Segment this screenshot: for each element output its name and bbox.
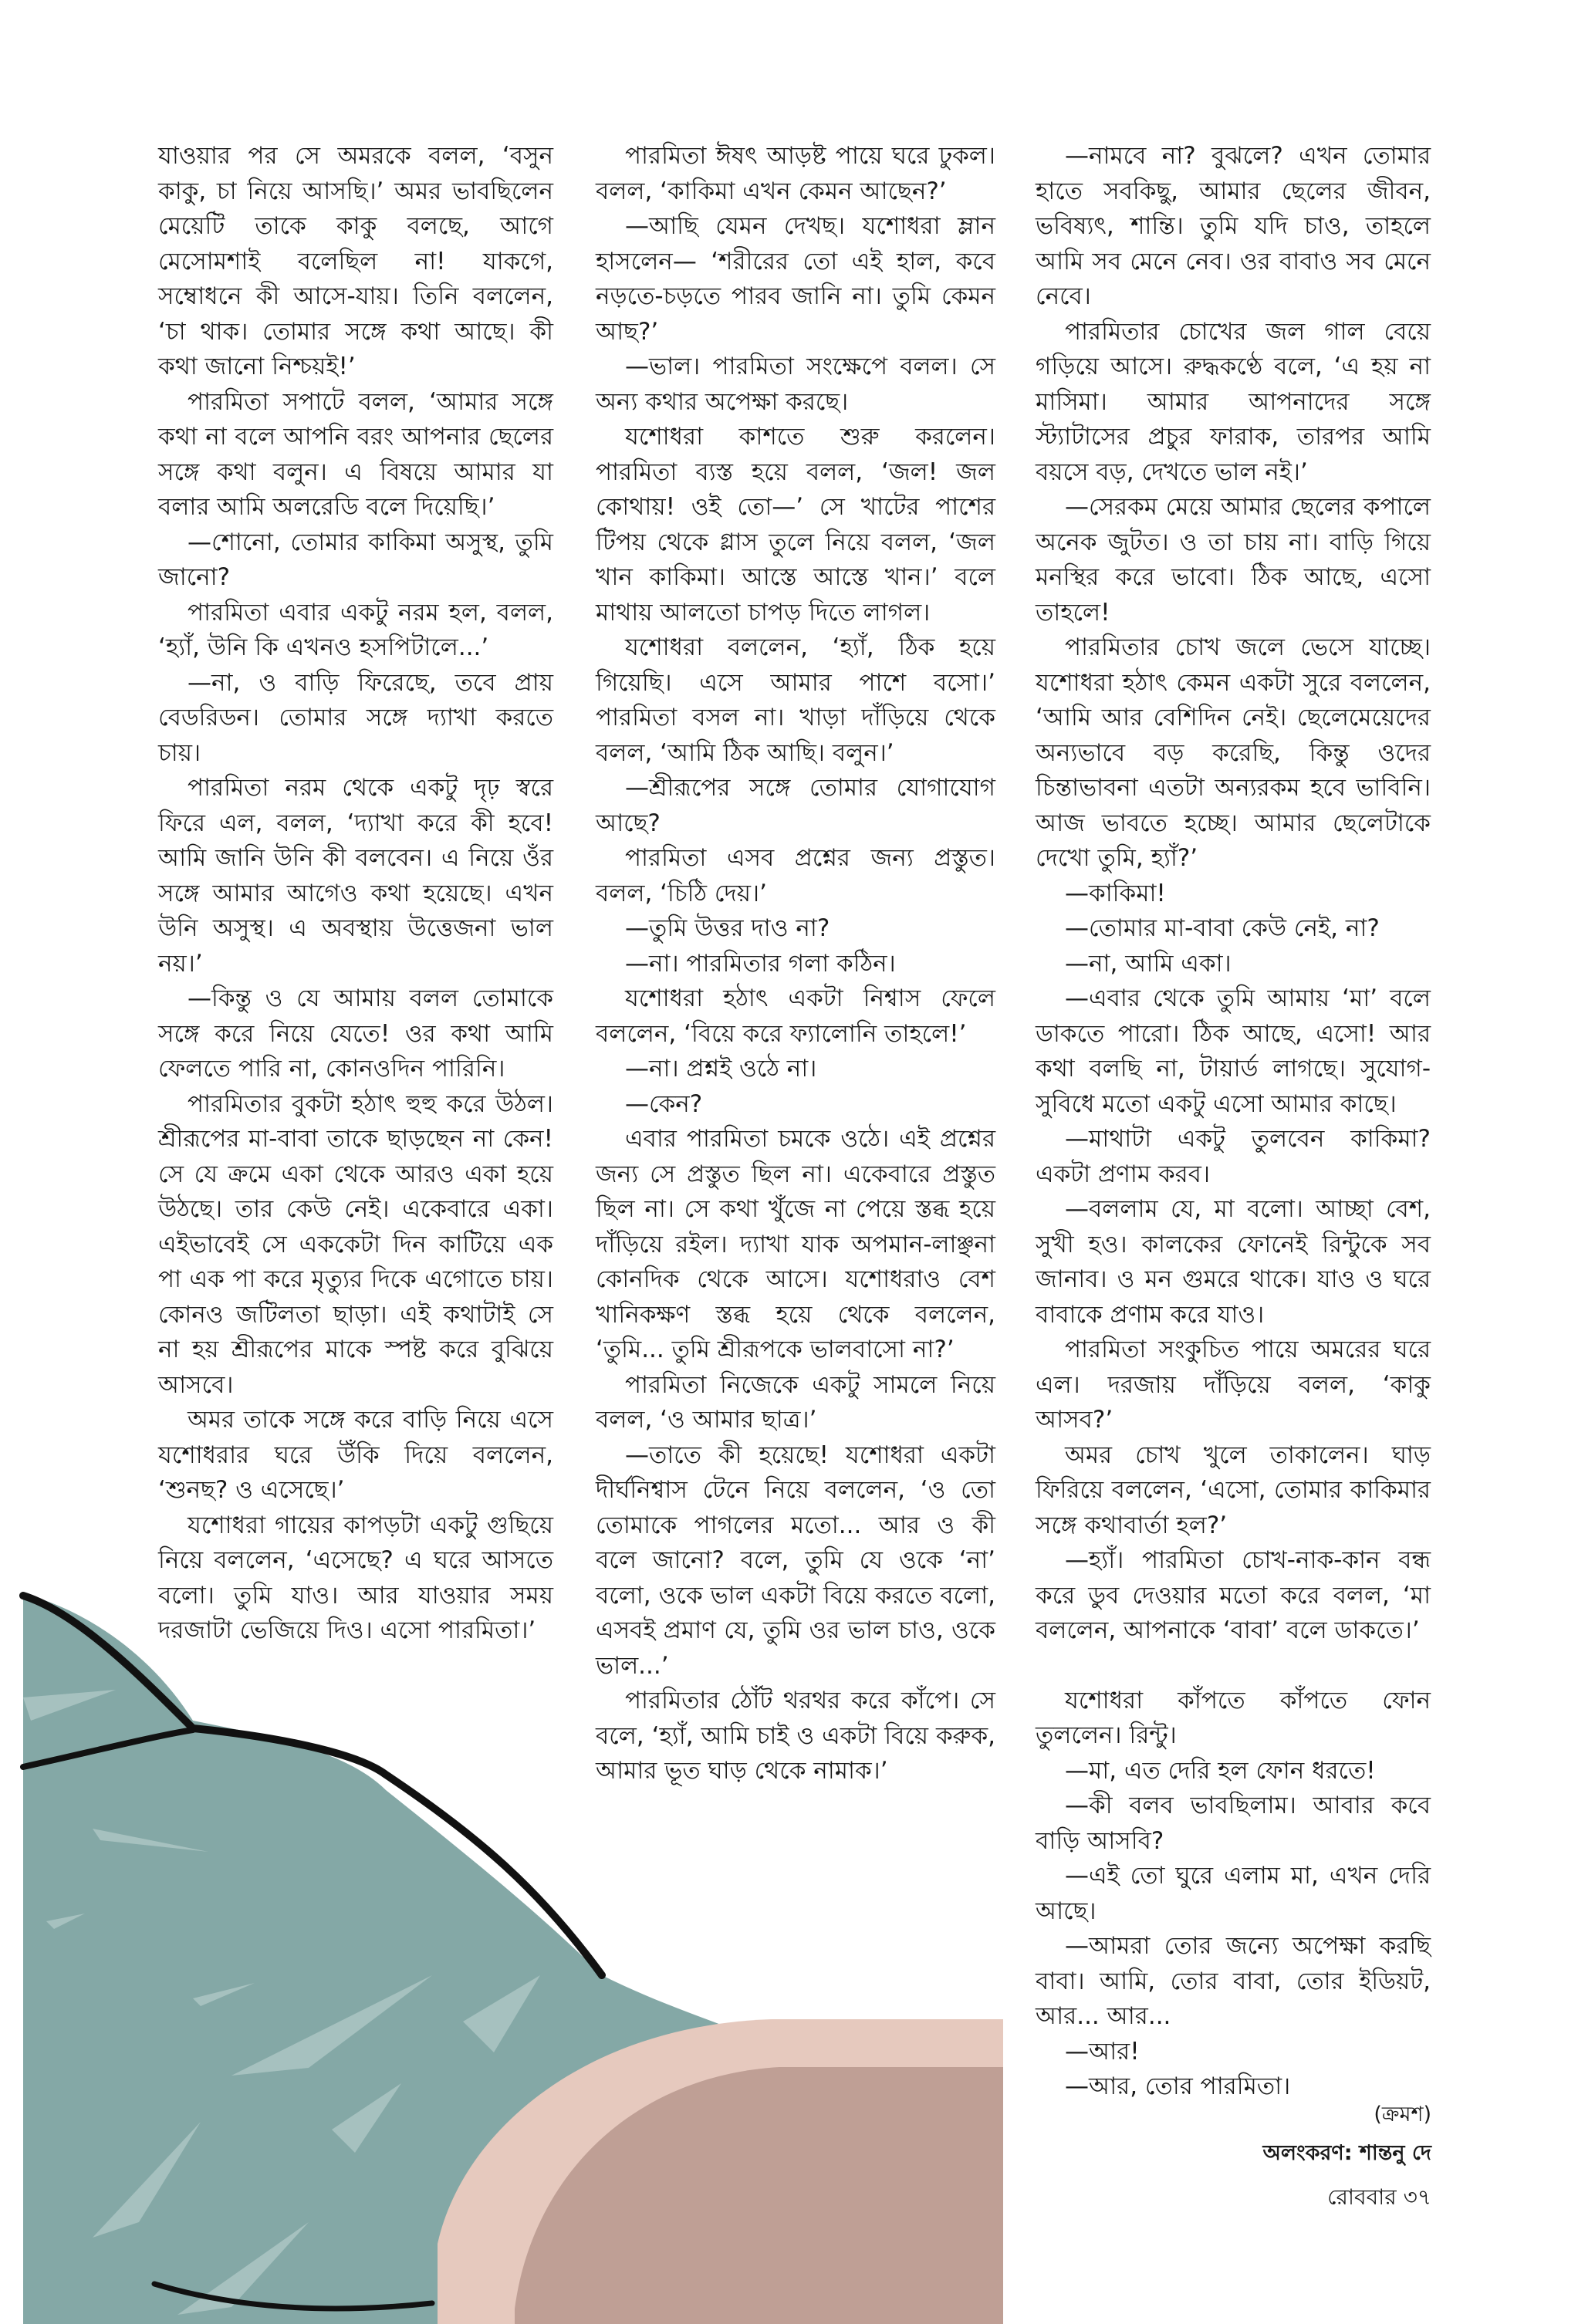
paragraph: পারমিতা এবার একটু নরম হল, বলল, ‘হ্যাঁ, উনি কি এখনও হসপিটালে...’	[158, 598, 553, 661]
paragraph: —সেরকম মেয়ে আমার ছেলের কপালে অনেক জুটত। ও তা চায় না। বাড়ি গিয়ে মনস্থির করে ভাবো। ঠিক আছে, এসো তাহলে!	[1036, 493, 1431, 627]
paragraph: যশোধরা হঠাৎ একটা নিশ্বাস ফেলে বললেন, ‘বিয়ে করে ফ্যালোনি তাহলে!’	[596, 985, 995, 1048]
paragraph: —আছি যেমন দেখছ। যশোধরা ম্লান হাসলেন— ‘শরীরের তো এই হাল, কবে নড়তে-চড়তে পারব জানি না। তুমি কেমন আছ?’	[596, 212, 995, 346]
paragraph: যশোধরা বললেন, ‘হ্যাঁ, ঠিক হয়ে গিয়েছি। এসে আমার পাশে বসো।’ পারমিতা বসল না। খাড়া দাঁড়িয়ে থেকে বলল, ‘আমি ঠিক আছি। বলুন।’	[596, 633, 995, 767]
paragraph: অমর চোখ খুলে তাকালেন। ঘাড় ফিরিয়ে বললেন, ‘এসো, তোমার কাকিমার সঙ্গে কথাবার্তা হল?’	[1036, 1441, 1431, 1539]
paragraph: পারমিতা এসব প্রশ্নের জন্য প্রস্তুত। বলল, ‘চিঠি দেয়।’	[596, 844, 995, 907]
paragraph: —নামবে না? বুঝলে? এখন তোমার হাতে সবকিছু, আমার ছেলের জীবন, ভবিষ্যৎ, শান্তি। তুমি যদি চাও, তাহলে আমি সব মেনে নেব। ওর বাবাও সব মেনে নেবে।	[1036, 142, 1431, 310]
paragraph: —কেন?	[625, 1089, 703, 1118]
paragraph: —এবার থেকে তুমি আমায় ‘মা’ বলে ডাকতে পারো। ঠিক আছে, এসো! আর কথা বলছি না, টায়ার্ড লাগছে। সুযোগ-সুবিধে মতো একটু এসো আমার কাছে।	[1036, 985, 1431, 1118]
paragraph: পারমিতা নরম থেকে একটু দৃঢ় স্বরে ফিরে এল, বলল, ‘দ্যাখা করে কী হবে! আমি জানি উনি কী বলবেন। এ নিয়ে ওঁর সঙ্গে আমার আগেও কথা হয়েছে। এখন উনি অসুস্থ। এ অবস্থায় উত্তেজনা ভাল নয়।’	[158, 774, 553, 978]
paragraph: যশোধরা কাঁপতে কাঁপতে ফোন তুললেন। রিন্টু।	[1036, 1686, 1431, 1749]
paragraph: যশোধরা কাশতে শুরু করলেন। পারমিতা ব্যস্ত হয়ে বলল, ‘জল! জল কোথায়! ওই তো—’ সে খাটের পাশের টিপয় থেকে গ্লাস তুলে নিয়ে বলল, ‘জল খান কাকিমা। আস্তে আস্তে খান।’ বলে মাথায় আলতো চাপড় দিতে লাগল।	[596, 423, 995, 627]
paragraph: পারমিতা নিজেকে একটু সামলে নিয়ে বলল, ‘ও আমার ছাত্র।’	[596, 1370, 995, 1434]
paragraph: পারমিতার চোখের জল গাল বেয়ে গড়িয়ে আসে। রুদ্ধকণ্ঠে বলে, ‘এ হয় না মাসিমা। আমার আপনাদের সঙ্গে স্ট্যাটাসের প্রচুর ফারাক, তারপর আমি বয়সে বড়, দেখতে ভাল নই।’	[1036, 317, 1431, 486]
paragraph: যাওয়ার পর সে অমরকে বলল, ‘বসুন কাকু, চা নিয়ে আসছি।’ অমর ভাবছিলেন মেয়েটি তাকে কাকু বলছে, আগে মেসোমশাই বলেছিল না! যাকগে, সম্বোধনে কী আসে-যায়। তিনি বললেন, ‘চা থাক। তোমার সঙ্গে কথা আছে। কী কথা জানো নিশ্চয়ই!’	[158, 142, 553, 380]
paragraph: পারমিতার চোখ জলে ভেসে যাচ্ছে। যশোধরা হঠাৎ কেমন একটা সুরে বললেন, ‘আমি আর বেশিদিন নেই। ছেলেমেয়েদের অন্যভাবে বড় করেছি, কিন্তু ওদের চিন্তাভাবনা এতটা অন্যরকম হবে ভাবিনি। আজ ভাবতে হচ্ছে। আমার ছেলেটাকে দেখো তুমি, হ্যাঁ?’	[1036, 633, 1431, 872]
illustration-credit: অলংকরণ: শান্তনু দে	[1262, 2141, 1431, 2165]
text-column-1	[158, 139, 553, 1649]
paragraph: —ভাল। পারমিতা সংক্ষেপে বলল। সে অন্য কথার অপেক্ষা করছে।	[596, 353, 995, 416]
paragraph: অমর তাকে সঙ্গে করে বাড়ি নিয়ে এসে যশোধরার ঘরে উঁকি দিয়ে বললেন, ‘শুনছ? ও এসেছে।’	[158, 1406, 553, 1504]
paragraph: পারমিতার ঠোঁট থরথর করে কাঁপে। সে বলে, ‘হ্যাঁ, আমি চাই ও একটা বিয়ে করুক, আমার ভূত ঘাড় থেকে নামাক।’	[596, 1687, 995, 1785]
paragraph: —না, ও বাড়ি ফিরেছে, তবে প্রায় বেডরিডন। তোমার সঙ্গে দ্যাখা করতে চায়।	[158, 668, 553, 767]
paragraph: পারমিতা ঈষৎ আড়ষ্ট পায়ে ঘরে ঢুকল। বলল, ‘কাকিমা এখন কেমন আছেন?’	[596, 142, 995, 205]
paragraph: —হ্যাঁ। পারমিতা চোখ-নাক-কান বন্ধ করে ডুব দেওয়ার মতো করে বলল, ‘মা বললেন, আপনাকে ‘বাবা’ বলে ডাকতে।’	[1036, 1546, 1431, 1644]
paragraph: —তোমার মা-বাবা কেউ নেই, না?	[1065, 914, 1380, 942]
to-be-continued-note: (ক্রমশ)	[1374, 2103, 1431, 2126]
paragraph: —শোনো, তোমার কাকিমা অসুস্থ, তুমি জানো?	[158, 528, 553, 591]
paragraph: —আমরা তোর জন্যে অপেক্ষা করছি বাবা। আমি, তোর বাবা, তোর ইডিয়ট, আর... আর...	[1036, 1932, 1431, 2030]
paragraph: —মা, এত দেরি হল ফোন ধরতে!	[1065, 1756, 1376, 1785]
paragraph: —আর, তোর পারমিতা।	[1065, 2072, 1291, 2100]
paragraph: এবার পারমিতা চমকে ওঠে। এই প্রশ্নের জন্য সে প্রস্তুত ছিল না। একেবারে প্রস্তুত ছিল না। সে কথা খুঁজে না পেয়ে স্তব্ধ হয়ে দাঁড়িয়ে রইল। দ্যাখা যাক অপমান-লাঞ্ছনা কোনদিক থেকে আসে। যশোধরাও বেশ খানিকক্ষণ স্তব্ধ হয়ে থেকে বললেন, ‘তুমি... তুমি শ্রীরূপকে ভালবাসো না?’	[596, 1125, 995, 1363]
paragraph: —মাথাটা একটু তুলবেন কাকিমা? একটা প্রণাম করব।	[1036, 1125, 1431, 1188]
paragraph: যশোধরা গায়ের কাপড়টা একটু গুছিয়ে নিয়ে বললেন, ‘এসেছে? এ ঘরে আসতে বলো। তুমি যাও। আর যাওয়ার সময় দরজাটা ভেজিয়ে দিও। এসো পারমিতা।’	[158, 1511, 553, 1644]
paragraph: —আর!	[1065, 2037, 1140, 2066]
paragraph: —না। পারমিতার গলা কঠিন।	[625, 949, 896, 978]
paragraph: —তুমি উত্তর দাও না?	[625, 914, 830, 942]
paragraph: —কী বলব ভাবছিলাম। আবার কবে বাড়ি আসবি?	[1036, 1792, 1431, 1855]
text-column-3	[1036, 139, 1431, 2105]
paragraph: —এই তো ঘুরে এলাম মা, এখন দেরি আছে।	[1036, 1862, 1431, 1925]
paragraph: পারমিতার বুকটা হঠাৎ হুহু করে উঠল। শ্রীরূপের মা-বাবা তাকে ছাড়ছেন না কেন! সে যে ক্রমে একা থেকে আরও একা হয়ে উঠছে। তার কেউ নেই। একেবারে একা। এইভাবেই সে এককেটা দিন কাটিয়ে এক পা এক পা করে মৃত্যুর দিকে এগোতে চায়। কোনও জটিলতা ছাড়া। এই কথাটাই সে না হয় শ্রীরূপের মাকে স্পষ্ট করে বুঝিয়ে আসবে।	[158, 1089, 553, 1399]
paragraph: —কিন্তু ও যে আমায় বলল তোমাকে সঙ্গে করে নিয়ে যেতে! ওর কথা আমি ফেলতে পারি না, কোনওদিন পারিনি।	[158, 985, 553, 1083]
text-column-2	[596, 139, 995, 1789]
paragraph: —না। প্রশ্নই ওঠে না।	[625, 1055, 817, 1083]
paragraph: —তাতে কী হয়েছে! যশোধরা একটা দীর্ঘনিশ্বাস টেনে নিয়ে বললেন, ‘ও তো তোমাকে পাগলের মতো... আর ও কী বলে জানো? বলে, তুমি যে ওকে ‘না’ বলো, ওকে ভাল একটা বিয়ে করতে বলো, এসবই প্রমাণ যে, তুমি ওর ভাল চাও, ওকে ভাল...’	[596, 1441, 995, 1680]
paragraph: —বললাম যে, মা বলো। আচ্ছা বেশ, সুখী হও। কালকের ফোনেই রিন্টুকে সব জানাব। ও মন গুমরে থাকে। যাও ও ঘরে বাবাকে প্রণাম করে যাও।	[1036, 1195, 1431, 1329]
paragraph: পারমিতা সংকুচিত পায়ে অমরের ঘরে এল। দরজায় দাঁড়িয়ে বলল, ‘কাকু আসব?’	[1036, 1336, 1431, 1434]
paragraph: —না, আমি একা।	[1065, 949, 1232, 978]
paragraph: —শ্রীরূপের সঙ্গে তোমার যোগাযোগ আছে?	[596, 774, 995, 837]
paragraph: পারমিতা সপাটে বলল, ‘আমার সঙ্গে কথা না বলে আপনি বরং আপনার ছেলের সঙ্গে কথা বলুন। এ বিষয়ে আমার যা বলার আমি অলরেডি বলে দিয়েছি।’	[158, 387, 553, 521]
paragraph: —কাকিমা!	[1065, 879, 1166, 907]
page-folio: রোববার ৩৭	[1327, 2184, 1431, 2210]
